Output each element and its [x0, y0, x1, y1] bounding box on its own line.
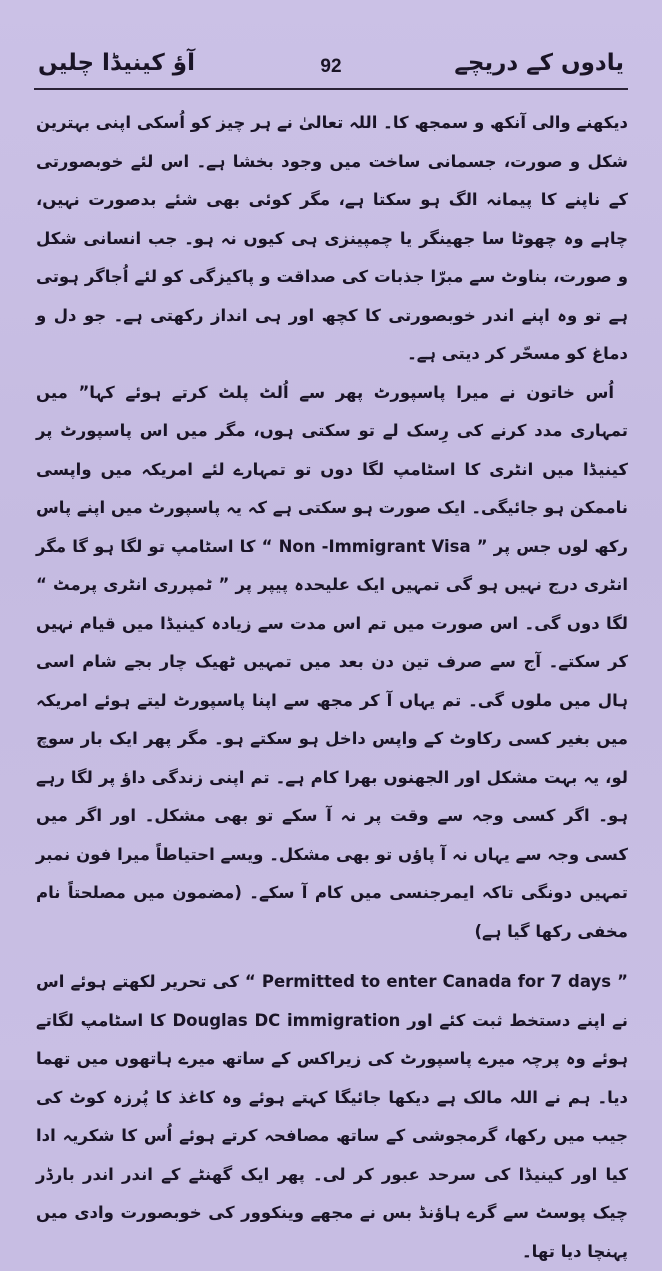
book-title: یادوں کے دریچے [454, 50, 624, 76]
paragraph: اُس خاتون نے میرا پاسپورٹ پھر سے اُلٹ پلٹ کرتے ہوئے کہا” میں تمہاری مدد کرنے کی رِسک لے تو سکتی ہوں، مگر میں اس پاسپورٹ پر کینیڈا میں انٹری کا اسٹامپ لگا دوں تو تمہارے لئے امریکہ میں واپسی ناممکن ہو جائیگی۔ ایک صورت ہو سکتی ہے کہ یہ پاسپورٹ میں اپنے پاس رکھ لوں جس پر ” Non -Immigrant Visa “ کا اسٹامپ تو لگا ہو گا مگر انٹری درج نہیں ہو گی تمہیں ایک علیحدہ پیپر پر ” ٹمپرری انٹری پرمٹ “ لگا دوں گی۔ اس صورت میں تم اس مدت سے زیادہ کینیڈا میں قیام نہیں کر سکتے۔ آج سے صرف تین دن بعد میں تمہیں ٹھیک چار بجے شام اسی ہال میں ملوں گی۔ تم یہاں آ کر مجھ سے اپنا پاسپورٹ لیتے ہوئے امریکہ میں بغیر کسی رکاوٹ کے واپس داخل ہو سکتے ہو۔ مگر پھر ایک بار سوچ لو، یہ بہت مشکل اور الجھنوں بھرا کام ہے۔ تم اپنی زندگی داؤ پر لگا رہے ہو۔ اگر کسی وجہ سے وقت پر نہ آ سکے تو بھی مشکل۔ اور اگر میں کسی وجہ سے یہاں نہ آ پاؤں تو بھی مشکل۔ ویسے احتیاطاً میرا فون نمبر تمہیں دونگی تاکہ ایمرجنسی میں کام آ سکے۔ (مضمون میں مصلحتاً نام مخفی رکھا گیا ہے) [36, 382, 629, 941]
page-header [34, 44, 628, 88]
paragraph: دیکھنے والی آنکھ و سمجھ کا۔ اللہ تعالیٰ نے ہر چیز کو اُسکی اپنی بہترین شکل و صورت، جسمانی ساخت میں وجود بخشا ہے۔ اس لئے خوبصورتی کے ناپنے کا پیمانہ الگ ہو سکتا ہے، مگر کوئی بھی شئے بدصورت نہیں، چاہے وہ چھوٹا سا جھینگر یا چمپینزی ہی کیوں نہ ہو۔ جب انسانی شکل و صورت، بناوٹ سے مبرّا جذبات کی صداقت و پاکیزگی کو لئے اُجاگر ہوتی ہے تو وہ اپنے اندر خوبصورتی کا کچھ اور ہی انداز رکھتی ہے۔ جو دل و دماغ کو مسحّر کر دیتی ہے۔ [36, 113, 628, 363]
page-number: 92 [320, 56, 342, 77]
paragraph: ” Permitted to enter Canada for 7 days “ کی تحریر لکھتے ہوئے اس نے اپنے دستخط ثبت کئے اور Douglas DC immigration کا اسٹامپ لگاتے ہوئے وہ پرچہ میرے پاسپورٹ کی زیراکس کے ساتھ میرے ہاتھوں میں تھما دیا۔ ہم نے اللہ مالک ہے دیکھا جائیگا کہتے ہوئے وہ کاغذ کا پُرزہ کوٹ کی جیب میں رکھا، گرمجوشی کے ساتھ مصافحہ کرتے ہوئے اُس کا شکریہ ادا کیا اور کینیڈا کی سرحد عبور کر لی۔ پھر ایک گھنٹے کے اندر اندر بارڈر چیک پوسٹ سے گرے ہاؤنڈ بس نے مجھے وینکوور کی خوبصورت وادی میں پہنچا دیا تھا۔ [36, 972, 628, 1261]
header-divider [34, 88, 628, 90]
paragraph-gap [36, 951, 628, 963]
chapter-title: آؤ کینیڈا چلیں [38, 50, 195, 76]
body-text [36, 104, 628, 1271]
